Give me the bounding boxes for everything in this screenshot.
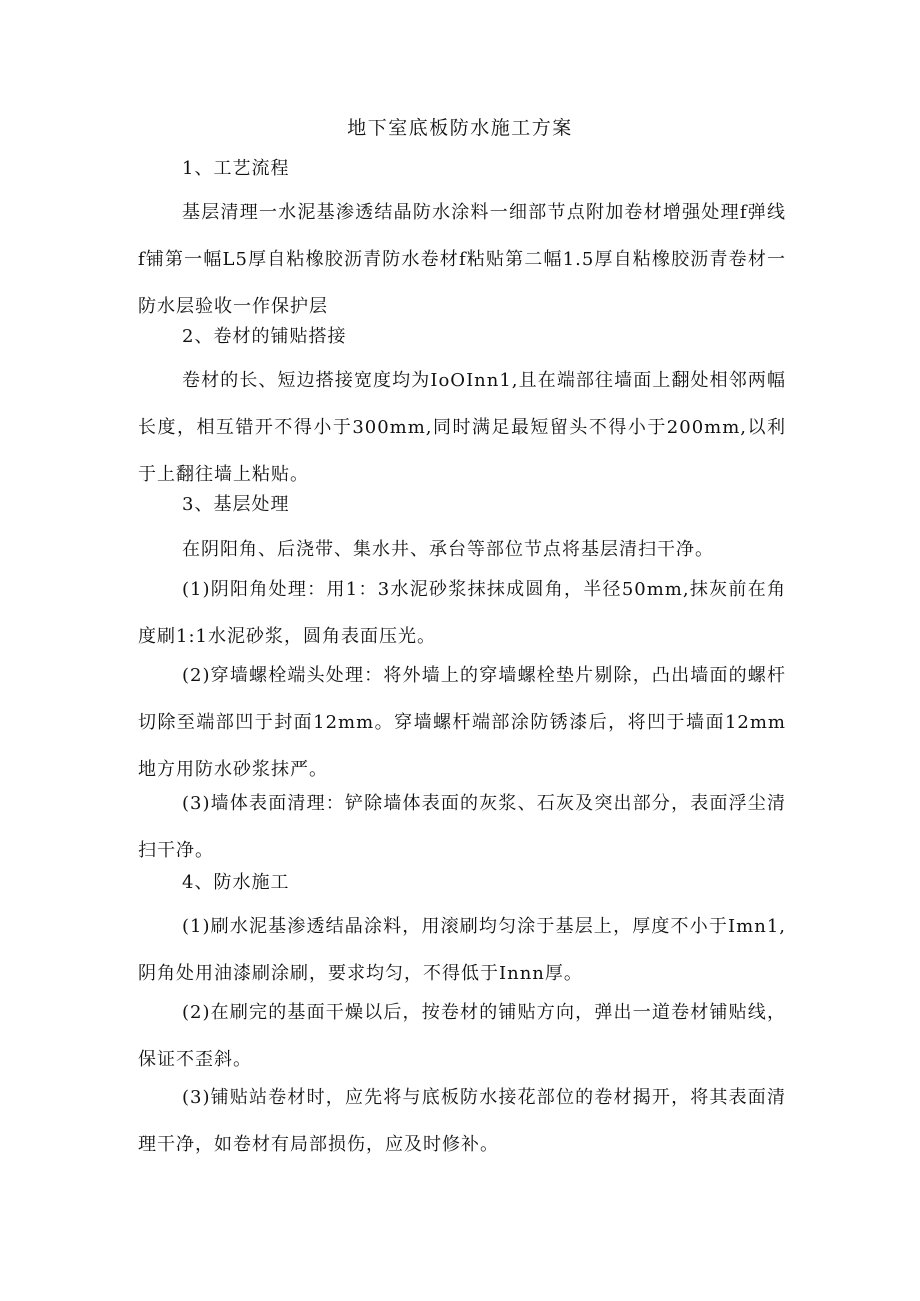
paragraph-layout-line: (2)在刷完的基面干燥以后，按卷材的铺贴方向，弹出一道卷材铺贴线，保证不歪斜。 — [138, 1002, 786, 1070]
paragraph-membrane-laying: (3)铺贴站卷材时，应先将与底板防水接花部位的卷材揭开，将其表面清理干净，如卷材有局部损伤，应及时修补。 — [138, 1087, 786, 1155]
paragraph-corner-treatment: (1)阴阳角处理：用1：3水泥砂浆抹抹成圆角，半径50mm,抹灰前在角度刷1:1水泥砂浆，圆角表面压光。 — [138, 579, 786, 647]
document-title: 地下室底板防水施工方案 — [347, 117, 573, 139]
section-heading-process: 1、工艺流程 — [182, 158, 290, 179]
paragraph-process-flow: 基层清理一水泥基渗透结晶防水涂料一细部节点附加卷材增强处理f弹线f铺第一幅L5厚自粘橡胶沥青防水卷材f粘贴第二幅1.5厚自粘橡胶沥青卷材一防水层验收一作保护层 — [138, 202, 786, 317]
paragraph-base-clean: 在阴阳角、后浇带、集水井、承台等部位节点将基层清扫干净。 — [182, 539, 714, 560]
paragraph-bolt-treatment: (2)穿墙螺栓端头处理：将外墙上的穿墙螺栓垫片剔除，凸出墙面的螺杆切除至端部凹于封面12mm。穿墙螺杆端部涂防锈漆后，将凹于墙面12mm地方用防水砂浆抹严。 — [138, 665, 786, 780]
paragraph-wall-surface-clean: (3)墙体表面清理：铲除墙体表面的灰浆、石灰及突出部分，表面浮尘清扫干净。 — [138, 793, 786, 861]
section-heading-base-treatment: 3、基层处理 — [182, 494, 290, 515]
paragraph-lap-joint: 卷材的长、短边搭接宽度均为IoOInn1,且在端部往墙面上翻处相邻两幅长度，相互错开不得小于300mm,同时满足最短留头不得小于200mm,以利于上翻往墙上粘贴。 — [138, 370, 786, 485]
paragraph-coating: (1)刷水泥基渗透结晶涂料，用滚刷均匀涂于基层上，厚度不小于Imn1,阴角处用油漆刷涂刷，要求均匀，不得低于Innn厚。 — [138, 916, 786, 984]
section-heading-lap-joint: 2、卷材的铺贴搭接 — [182, 326, 347, 347]
section-heading-waterproof-construction: 4、防水施工 — [182, 872, 290, 893]
